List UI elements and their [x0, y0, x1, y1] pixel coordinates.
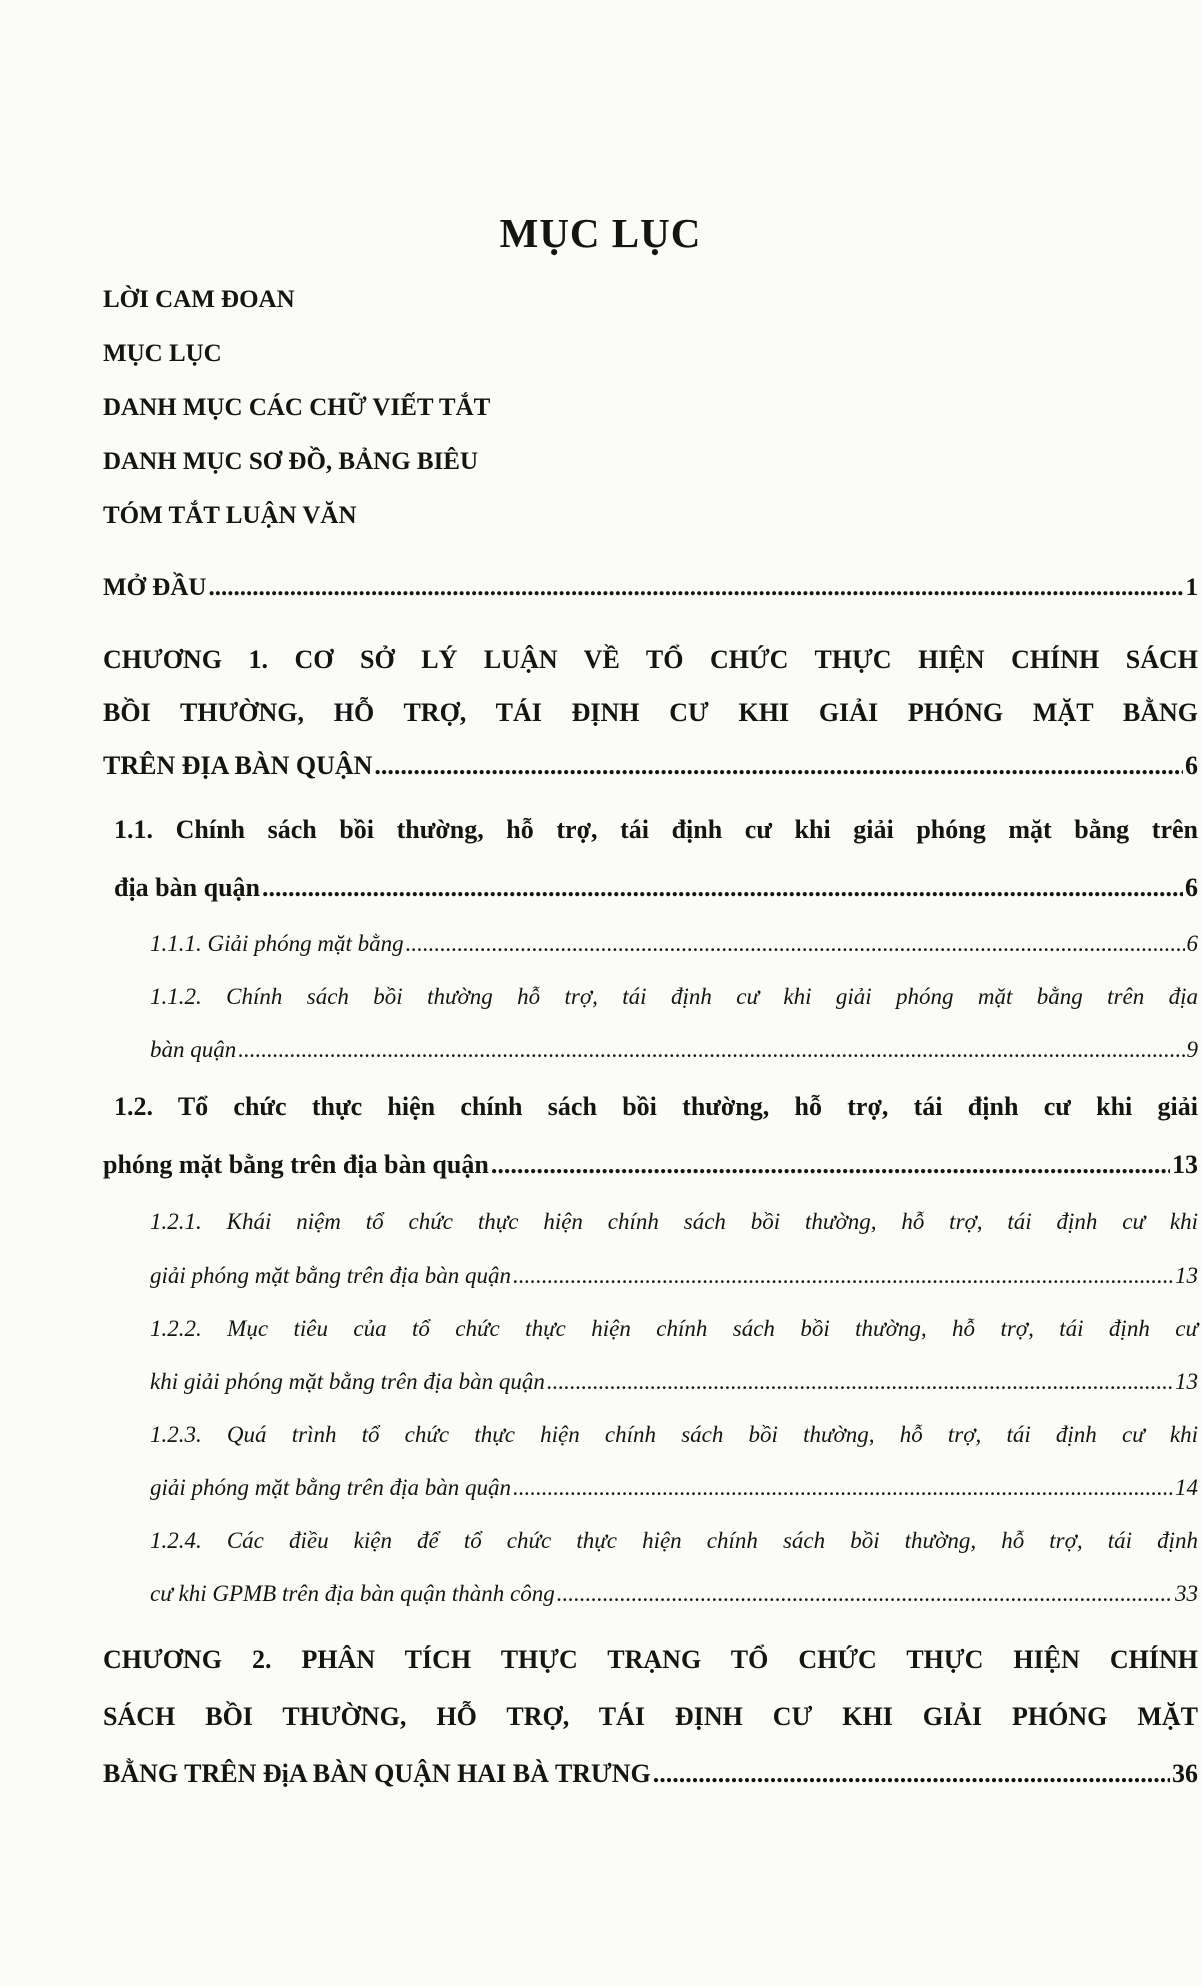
- toc-dot-leader: [262, 871, 1183, 905]
- toc-page-number: 33: [1175, 1581, 1198, 1606]
- toc-page-number: 14: [1175, 1475, 1198, 1500]
- toc-page-number: 13: [1172, 1150, 1198, 1179]
- toc-subsection-1-1-2-line-2[interactable]: [150, 1034, 1198, 1066]
- toc-dot-leader: [406, 928, 1185, 960]
- toc-subsection-1-2-3-line-2[interactable]: [150, 1472, 1198, 1504]
- toc-page-number: 13: [1175, 1263, 1198, 1288]
- toc-subsection-1-2-1-line-1[interactable]: 1.2.1. Khái niệm tổ chức thực hiện chính sách bồi thường, hỗ trợ, tái định cư khi: [150, 1209, 1198, 1234]
- toc-entry-tom-tat-luan-van[interactable]: TÓM TẮT LUẬN VĂN: [103, 502, 357, 529]
- toc-subsection-1-1-2-line-1[interactable]: 1.1.2. Chính sách bồi thường hỗ trợ, tái định cư khi giải phóng mặt bằng trên địa: [150, 984, 1198, 1009]
- toc-chapter-1-line-1[interactable]: CHƯƠNG 1. CƠ SỞ LÝ LUẬN VỀ TỔ CHỨC THỰC HIỆN CHÍNH SÁCH: [103, 645, 1198, 674]
- toc-chapter-2-line-3[interactable]: [103, 1757, 1198, 1791]
- toc-entry-danh-muc-so-do-bang-bieu[interactable]: DANH MỤC SƠ ĐỒ, BẢNG BIÊU: [103, 448, 479, 475]
- toc-page-number: 9: [1186, 1037, 1198, 1062]
- toc-section-1-2-line-2[interactable]: [103, 1148, 1198, 1182]
- toc-page-number: 36: [1172, 1759, 1198, 1788]
- toc-subsection-1-1-1[interactable]: [150, 928, 1198, 960]
- toc-entry-label: khi giải phóng mặt bằng trên địa bàn quận: [150, 1369, 545, 1394]
- toc-page-number: 6: [1186, 931, 1198, 956]
- toc-entry-mo-dau[interactable]: [103, 571, 1198, 605]
- toc-subsection-1-2-2-line-2[interactable]: [150, 1366, 1198, 1398]
- toc-entry-label: phóng mặt bằng trên địa bàn quận: [103, 1150, 489, 1179]
- toc-entry-label: bàn quận: [150, 1037, 237, 1062]
- toc-chapter-2-line-1[interactable]: CHƯƠNG 2. PHÂN TÍCH THỰC TRẠNG TỔ CHỨC THỰC HIỆN CHÍNH: [103, 1645, 1198, 1674]
- toc-dot-leader: [547, 1366, 1173, 1398]
- toc-chapter-2-line-2[interactable]: SÁCH BỒI THƯỜNG, HỖ TRỢ, TÁI ĐỊNH CƯ KHI GIẢI PHÓNG MẶT: [103, 1702, 1198, 1731]
- toc-dot-leader: [238, 1034, 1184, 1066]
- toc-dot-leader: [513, 1260, 1173, 1292]
- toc-dot-leader: [374, 749, 1183, 783]
- toc-page-number: 13: [1175, 1369, 1198, 1394]
- toc-entry-label: địa bàn quận: [114, 873, 260, 902]
- toc-subsection-1-2-4-line-2[interactable]: [150, 1578, 1198, 1610]
- toc-entry-label: giải phóng mặt bằng trên địa bàn quận: [150, 1475, 511, 1500]
- toc-entry-label: giải phóng mặt bằng trên địa bàn quận: [150, 1263, 511, 1288]
- toc-entry-label: cư khi GPMB trên địa bàn quận thành công: [150, 1581, 555, 1606]
- toc-section-1-2-line-1[interactable]: 1.2. Tổ chức thực hiện chính sách bồi thường, hỗ trợ, tái định cư khi giải: [114, 1092, 1198, 1121]
- toc-dot-leader: [208, 571, 1183, 605]
- toc-page-number: 6: [1185, 751, 1198, 780]
- toc-chapter-1-line-2[interactable]: BỒI THƯỜNG, HỖ TRỢ, TÁI ĐỊNH CƯ KHI GIẢI PHÓNG MẶT BẰNG: [103, 698, 1198, 727]
- toc-section-1-1-line-1[interactable]: 1.1. Chính sách bồi thường, hỗ trợ, tái định cư khi giải phóng mặt bằng trên: [114, 815, 1198, 844]
- toc-entry-label: BẰNG TRÊN ĐịA BÀN QUẬN HAI BÀ TRƯNG: [103, 1759, 651, 1788]
- toc-entry-muc-luc[interactable]: MỤC LỤC: [103, 340, 222, 367]
- toc-chapter-1-line-3[interactable]: [103, 749, 1198, 783]
- toc-entry-label: MỞ ĐẦU: [103, 574, 207, 601]
- toc-page-number: 6: [1185, 873, 1198, 902]
- toc-subsection-1-2-4-line-1[interactable]: 1.2.4. Các điều kiện để tổ chức thực hiện chính sách bồi thường, hỗ trợ, tái định: [150, 1528, 1198, 1553]
- toc-page-number: 1: [1185, 574, 1198, 601]
- page-title: MỤC LỤC: [499, 210, 702, 256]
- toc-subsection-1-2-3-line-1[interactable]: 1.2.3. Quá trình tổ chức thực hiện chính sách bồi thường, hỗ trợ, tái định cư khi: [150, 1422, 1198, 1447]
- toc-dot-leader: [513, 1472, 1173, 1504]
- toc-entry-label: 1.1.1. Giải phóng mặt bằng: [150, 931, 404, 956]
- toc-subsection-1-2-2-line-1[interactable]: 1.2.2. Mục tiêu của tổ chức thực hiện chính sách bồi thường, hỗ trợ, tái định cư: [150, 1316, 1198, 1341]
- toc-subsection-1-2-1-line-2[interactable]: [150, 1260, 1198, 1292]
- toc-dot-leader: [557, 1578, 1173, 1610]
- toc-entry-danh-muc-chu-viet-tat[interactable]: DANH MỤC CÁC CHỮ VIẾT TẮT: [103, 394, 491, 421]
- toc-entry-loi-cam-doan[interactable]: LỜI CAM ĐOAN: [103, 286, 295, 313]
- toc-section-1-1-line-2[interactable]: [114, 871, 1198, 905]
- toc-dot-leader: [653, 1757, 1170, 1791]
- toc-dot-leader: [491, 1148, 1170, 1182]
- toc-entry-label: TRÊN ĐỊA BÀN QUẬN: [103, 751, 373, 780]
